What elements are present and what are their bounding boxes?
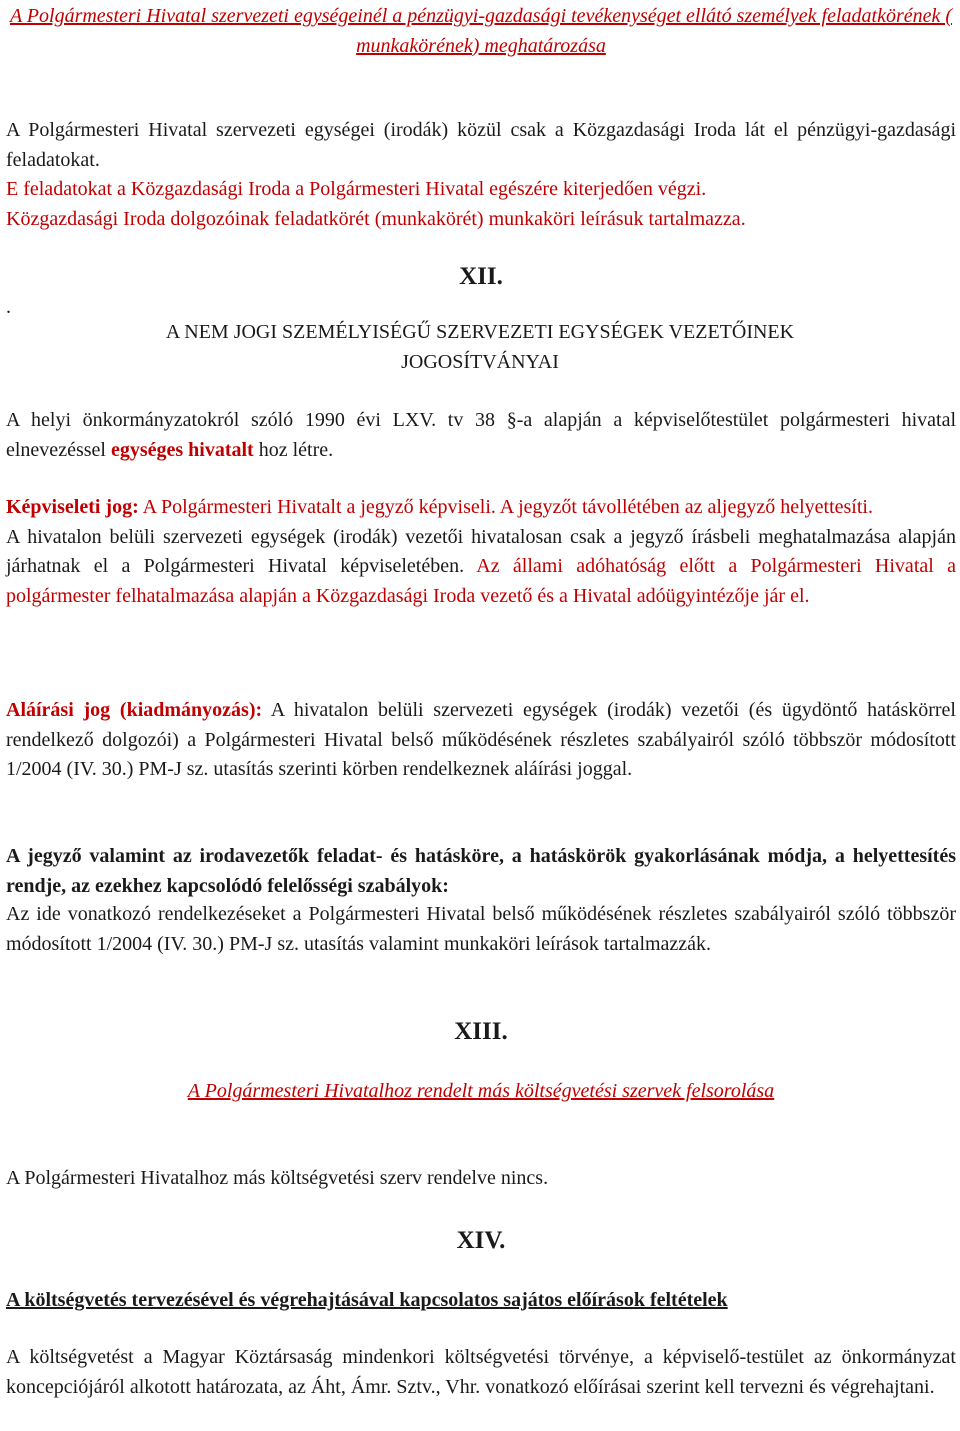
signature-label: Aláírási jog (kiadmányozás): <box>6 699 263 721</box>
intro-line-1: A Polgármesteri Hivatal szervezeti egységei (irodák) közül csak a Közgazdasági Iroda lát el pénzügyi-gazdasági feladatokat. <box>6 119 956 171</box>
representation-paragraph: Képviseleti jog: A Polgármesteri Hivatalt a jegyző képviseli. A jegyzőt távollétében az aljegyző helyettesíti. A hivatalon belüli szervezeti egységek (irodák) vezetői hivatalosan csak a jegyző írásbeli meghatalmazása alapján járhatnak el a Polgármesteri Hivatal képviseletében. Az állami adóhatóság előtt a Polgármesteri Hivatal a polgármester felhatalmazása alapján a Közgazdasági Iroda vezető és a Hivatal adóügyintézője jár el. <box>6 496 956 607</box>
section-xiv-numeral: XIV. <box>456 1227 506 1254</box>
representation-label: Képviseleti jog: <box>6 496 139 518</box>
document-heading: A Polgármesteri Hivatal szervezeti egységeinél a pénzügyi-gazdasági tevékenységet ellátó személyek feladatkörének ( munkakörének) meghatározása <box>9 5 953 57</box>
stray-dot: . <box>6 296 11 318</box>
intro-line-2: E feladatokat a Közgazdasági Iroda a Polgármesteri Hivatal egészére kiterjedően végzi. <box>6 178 707 200</box>
intro-paragraph <box>6 116 956 234</box>
duties-heading: A jegyző valamint az irodavezetők feladat- és hatásköre, a hatáskörök gyakorlásának módja, a helyettesítés rendje, az ezekhez kapcsolódó felelősségi szabályok: <box>6 845 956 897</box>
section-xiii-text: A Polgármesteri Hivatalhoz más költségvetési szerv rendelve nincs. <box>6 1167 549 1189</box>
section-xiii-title: A Polgármesteri Hivatalhoz rendelt más költségvetési szervek felsorolása <box>187 1080 775 1102</box>
section-xii-numeral: XII. <box>459 263 503 290</box>
intro-line-3: Közgazdasági Iroda dolgozóinak feladatkörét (munkakörét) munkaköri leírásuk tartalmazza. <box>6 207 746 230</box>
section-xii-title: A NEM JOGI SZEMÉLYISÉGŰ SZERVEZETI EGYSÉGEK VEZETŐINEK JOGOSÍTVÁNYAI <box>165 321 795 373</box>
section-xiii-numeral: XIII. <box>454 1018 508 1045</box>
signature-paragraph: Aláírási jog (kiadmányozás): A hivatalon belüli szervezeti egységek (irodák) vezetői (és ügydöntő hatáskörrel rendelkező dolgozói) a Polgármesteri Hivatal belső működésének részletes szabályairól szóló többször módosított 1/2004 (IV. 30.) PM-J sz. utasítás szerinti körben rendelkeznek aláírási joggal. <box>6 699 956 780</box>
section-xiv-text: A költségvetést a Magyar Köztársaság mindenkori költségvetési törvénye, a képviselő-testület az önkormányzat koncepciójáról alkotott határozata, az Áht, Ámr. Sztv., Vhr. vonatkozó előírásai szerint kell tervezni és végrehajtani. <box>6 1346 956 1398</box>
duties-paragraph: Az ide vonatkozó rendelkezéseket a Polgármesteri Hivatal belső működésének részletes szabályairól szóló többször módosított 1/2004 (IV. 30.) PM-J sz. utasítás valamint munkaköri leírások tartalmazzák. <box>6 903 956 955</box>
section-xiv-title: A költségvetés tervezésével és végrehajtásával kapcsolatos sajátos előírások feltételek <box>6 1289 728 1311</box>
section-xii-paragraph-1: A helyi önkormányzatokról szóló 1990 évi LXV. tv 38 §-a alapján a képviselőtestület polgármesteri hivatal elnevezéssel egységes hivatalt hoz létre. <box>6 409 956 461</box>
